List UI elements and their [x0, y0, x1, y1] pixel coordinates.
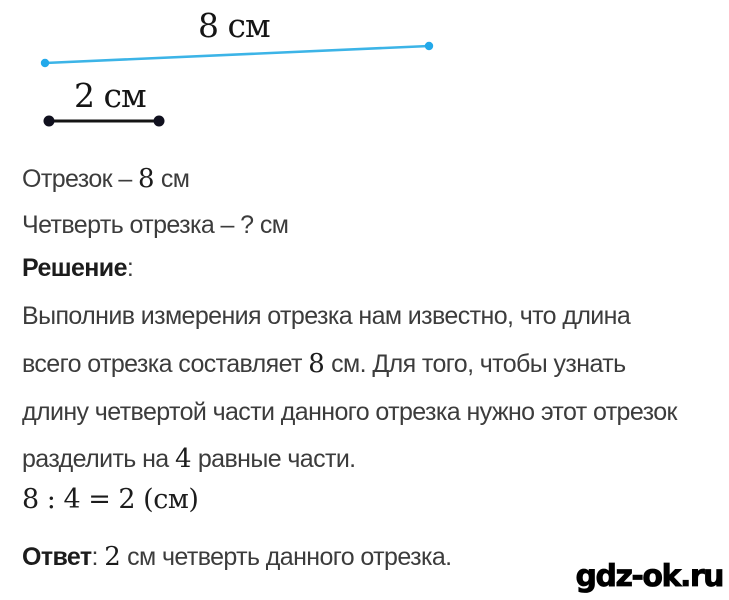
solution-paragraph-line	[22, 351, 626, 377]
given-line-1-unit: см	[154, 165, 190, 193]
solution-text: Выполнив измерения отрезка нам известно, что длина	[22, 302, 631, 330]
given-line-1-text: Отрезок –	[22, 165, 138, 193]
solution-text: всего отрезка составляет	[22, 350, 309, 378]
solution-heading-label: Решение	[22, 254, 127, 282]
solution-text: см. Для того, чтобы узнать	[324, 350, 626, 378]
answer-label: Ответ	[22, 543, 92, 571]
solution-heading	[22, 256, 133, 281]
segments-diagram	[0, 0, 729, 150]
solution-number: 8	[308, 349, 325, 379]
segment-2cm-right-endpoint	[154, 116, 165, 127]
given-line-1-value: 8	[137, 164, 155, 194]
answer-text: см четверть данного отрезка.	[120, 543, 452, 571]
solution-text: разделить на	[22, 445, 175, 473]
answer-line	[22, 544, 452, 570]
segment-2cm-left-endpoint	[44, 116, 55, 127]
solution-text: длину четвертой части данного отрезка нужно этот отрезок	[22, 398, 677, 426]
segment-8cm-label: 8 см	[198, 6, 270, 45]
solution-paragraph-line	[22, 446, 356, 472]
segment-2cm-label: 2 см	[74, 76, 146, 115]
segment-8cm-right-endpoint	[425, 42, 433, 50]
solution-number: 4	[174, 444, 192, 474]
solution-heading-colon: :	[126, 254, 134, 282]
answer-value: 2	[104, 542, 121, 572]
segment-8cm-line	[45, 46, 429, 63]
solution-paragraph-line	[22, 303, 630, 329]
given-line-2: Четверть отрезка – ? см	[22, 211, 289, 239]
equation: 8 : 4 = 2 (см)	[22, 484, 199, 515]
site-watermark: gdz-ok.ru	[575, 559, 723, 594]
answer-colon: :	[91, 543, 105, 571]
segment-8cm-left-endpoint	[41, 59, 49, 67]
solution-text: равные части.	[191, 445, 356, 473]
solution-paragraph-line	[22, 399, 677, 425]
given-line-1	[22, 166, 189, 192]
